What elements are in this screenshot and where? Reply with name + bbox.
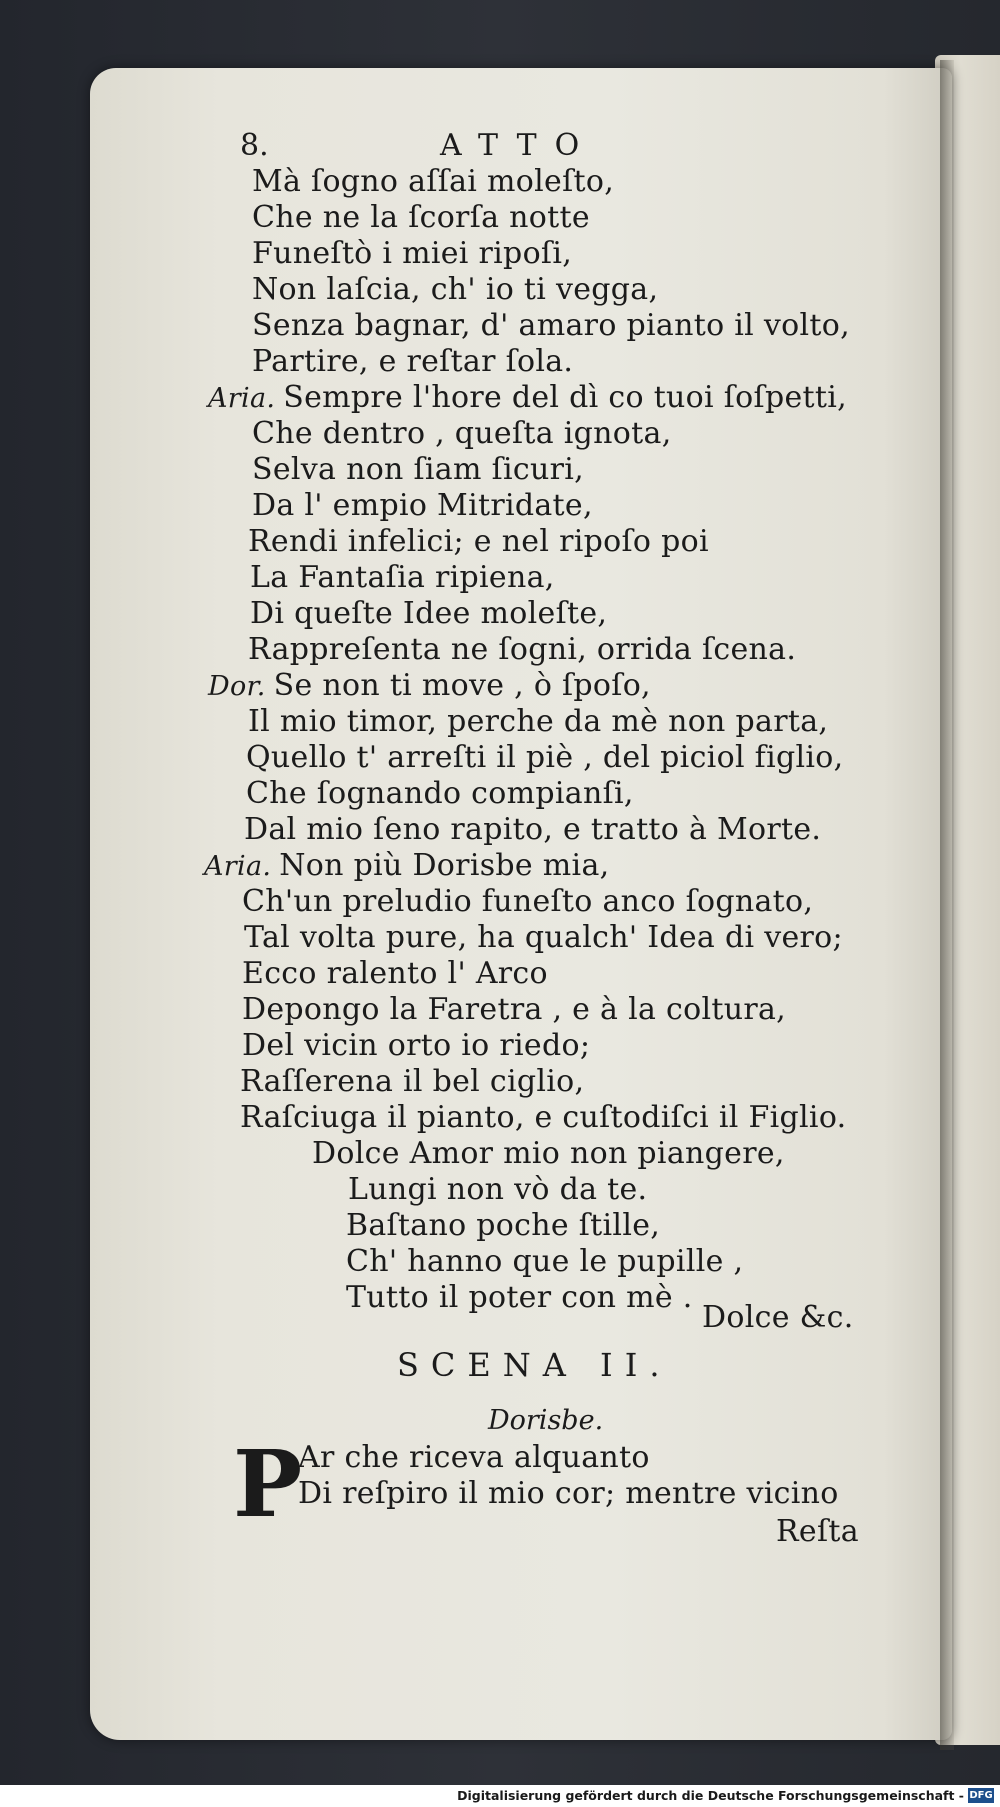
- verse-text: Da l' empio Mitridate,: [252, 488, 593, 523]
- verse-line: [244, 308, 850, 345]
- verse-line: [236, 812, 821, 849]
- verse-text: Baſtano poche ſtille,: [346, 1208, 661, 1243]
- verse-line: [304, 1136, 785, 1173]
- verse-text: Rendi infelici; e nel ripoſo poi: [248, 524, 709, 559]
- scene-speaker: Dorisbe.: [488, 1405, 604, 1436]
- verse-text: Non più Dorisbe mia,: [279, 848, 610, 883]
- scene-title: SCENA II.: [397, 1346, 672, 1384]
- verse-line: [244, 236, 572, 273]
- verse-line: [232, 1064, 584, 1101]
- verse-line: [234, 992, 786, 1029]
- page-number: 8.: [240, 128, 269, 163]
- verse-text: Depongo la Faretra , e à la coltura,: [242, 992, 786, 1027]
- verse-text: Se non ti move , ò ſpoſo,: [273, 668, 651, 703]
- verse-line: [208, 380, 847, 417]
- verse-line: [234, 1028, 590, 1065]
- verse-line: [338, 1280, 693, 1317]
- verse-line: [240, 704, 828, 741]
- verse-line: [338, 1244, 743, 1281]
- verse-line: [244, 200, 590, 237]
- verse-line: [244, 272, 658, 309]
- verse-text: Sempre l'hore del dì co tuoi ſoſpetti,: [283, 380, 847, 415]
- verse-text: Partire, e reſtar ſola.: [252, 344, 574, 379]
- speaker-label: Aria.: [204, 851, 272, 882]
- running-title: ATTO: [440, 128, 598, 163]
- verse-text: Dal mio ſeno rapito, e tratto à Morte.: [244, 812, 822, 847]
- verse-line: [338, 1208, 660, 1245]
- verse-line: [340, 1172, 647, 1209]
- dfg-logo: DFG: [969, 1790, 993, 1801]
- verse-line: [234, 884, 813, 921]
- verse-text: Mà ſogno aſſai moleſto,: [252, 164, 615, 199]
- verse-line: [244, 452, 584, 489]
- digitization-footer: [0, 1785, 1000, 1807]
- verse-text: Raſciuga il pianto, e cuſtodiſci il Figlio.: [240, 1100, 847, 1135]
- verse-line: [242, 560, 555, 597]
- verse-line: [244, 344, 573, 381]
- verse-line: [694, 1300, 854, 1337]
- verse-line: [232, 1100, 847, 1137]
- verse-line: [208, 668, 651, 705]
- verse-text: Rappreſenta ne ſogni, orrida ſcena.: [248, 632, 797, 667]
- verse-text: Ch' hanno que le pupille ,: [346, 1244, 744, 1279]
- verse-text: Lungi non vò da te.: [348, 1172, 648, 1207]
- verse-text: Del vicin orto io riedo;: [242, 1028, 591, 1063]
- verse-text: Funeſtò i miei ripoſi,: [252, 236, 573, 271]
- verse-text: Dolce Amor mio non piangere,: [312, 1136, 785, 1171]
- verse-text: La Fantaſia ripiena,: [250, 560, 555, 595]
- verse-line: [240, 632, 796, 669]
- verse-text: Senza bagnar, d' amaro pianto il volto,: [252, 308, 850, 343]
- verse-line: [244, 488, 593, 525]
- verse-text: Non laſcia, ch' io ti vegga,: [252, 272, 659, 307]
- verse-text: Tutto il poter con mè .: [346, 1280, 693, 1315]
- verse-line: [238, 776, 634, 813]
- verse-line: [236, 920, 843, 957]
- verse-text: Quello t' arreſti il piè , del piciol figlio,: [246, 740, 844, 775]
- verse-text: Raſſerena il bel ciglio,: [240, 1064, 585, 1099]
- verse-line: [244, 164, 614, 201]
- verse-text: Ch'un preludio funeſto anco ſognato,: [242, 884, 814, 919]
- verse-text: Che ſognando compianſi,: [246, 776, 634, 811]
- speaker-label: Dor.: [208, 671, 266, 702]
- verse-text: Dolce &c.: [702, 1300, 854, 1335]
- verse-text: Che ne la ſcorſa notte: [252, 200, 590, 235]
- scene-line: Di reſpiro il mio cor; mentre vicino: [298, 1476, 839, 1511]
- speaker-label: Aria.: [208, 383, 276, 414]
- verse-line: [234, 956, 548, 993]
- verse-text: Che dentro , queſta ignota,: [252, 416, 672, 451]
- verse-text: Tal volta pure, ha qualch' Idea di vero;: [244, 920, 843, 955]
- verse-line: [244, 416, 672, 453]
- verse-line: [242, 596, 607, 633]
- scene-line: Ar che riceva alquanto: [298, 1440, 650, 1475]
- verse-text: Di queſte Idee moleſte,: [250, 596, 608, 631]
- verse-line: [204, 848, 609, 885]
- catchword: Reſta: [776, 1514, 859, 1549]
- verse-line: [240, 524, 709, 561]
- verse-text: Il mio timor, perche da mè non parta,: [248, 704, 829, 739]
- verse-text: Selva non ſiam ſicuri,: [252, 452, 584, 487]
- footer-credit: Digitalisierung gefördert durch die Deutsche Forschungsgemeinschaft -: [457, 1788, 964, 1803]
- drop-cap: P: [233, 1430, 303, 1538]
- verse-line: [238, 740, 843, 777]
- verse-text: Ecco ralento l' Arco: [242, 956, 548, 991]
